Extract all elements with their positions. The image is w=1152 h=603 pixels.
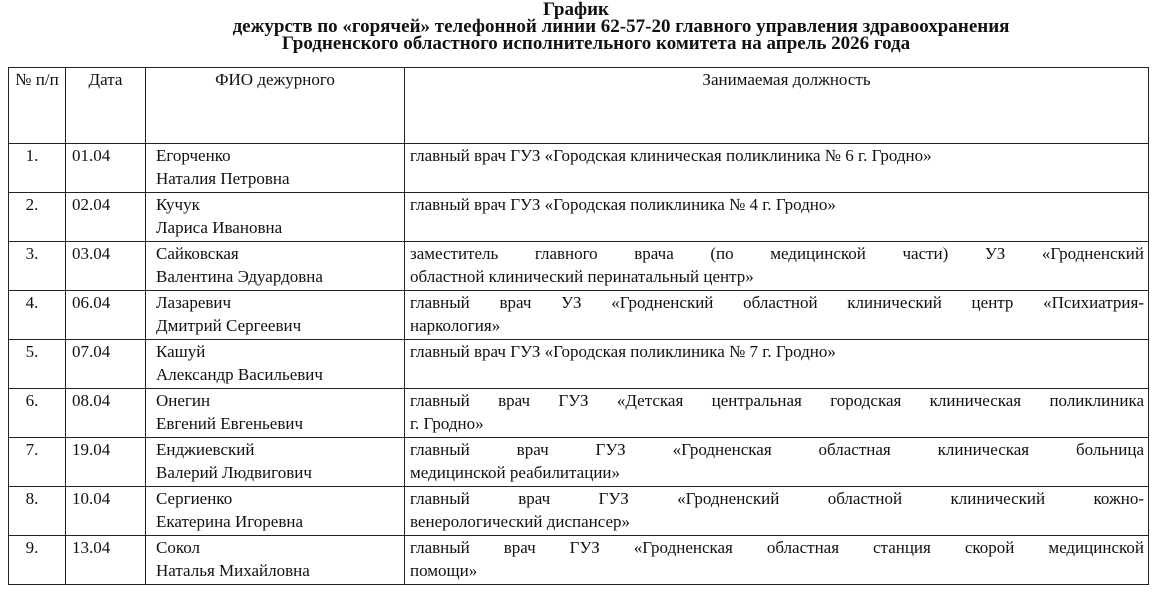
cell-date (66, 487, 146, 536)
cell-num (9, 144, 66, 193)
row-date: 02.04 (72, 195, 111, 214)
cell-date (66, 242, 146, 291)
position-line-2: областной клинический перинатальный центр» (410, 267, 754, 286)
cell-num (9, 487, 66, 536)
cell-name (146, 438, 405, 487)
duty-officer-name (146, 487, 404, 533)
duty-officer-name (146, 242, 404, 288)
cell-name (146, 487, 405, 536)
given-names: Александр Васильевич (156, 365, 323, 384)
position-text (405, 340, 1148, 363)
row-date: 03.04 (72, 244, 111, 263)
row-date: 01.04 (72, 146, 111, 165)
cell-position (405, 536, 1149, 585)
header-position-label: Занимаемая должность (702, 70, 871, 89)
position-line-2: медицинской реабилитации» (410, 463, 621, 482)
cell-name (146, 536, 405, 585)
cell-date (66, 144, 146, 193)
cell-date (66, 389, 146, 438)
cell-date (66, 536, 146, 585)
surname: Онегин (156, 391, 211, 410)
cell-position (405, 389, 1149, 438)
cell-position (405, 487, 1149, 536)
cell-num (9, 340, 66, 389)
position-line-1: главный врач ГУЗ «Городская поликлиника № 7 г. Гродно» (410, 342, 836, 361)
title-line-1: График (543, 0, 609, 20)
cell-num (9, 291, 66, 340)
cell-num (9, 193, 66, 242)
position-line-1: главный врач ГУЗ «Гродненская областная клиническая больница (410, 440, 1144, 459)
title-line-3: Гродненского областного исполнительного комитета на апрель 2026 года (281, 33, 911, 54)
table-row (9, 487, 1149, 536)
table-row (9, 340, 1149, 389)
cell-position (405, 144, 1149, 193)
title-line-2: дежурств по «горячей» телефонной линии 62-57-20 главного управления здравоохранения (232, 16, 1010, 37)
row-number: 2. (25, 195, 39, 214)
position-line-2: наркология» (410, 316, 501, 335)
cell-num (9, 389, 66, 438)
row-number: 6. (25, 391, 39, 410)
cell-date (66, 193, 146, 242)
header-name (146, 68, 405, 144)
position-line-1: главный врач ГУЗ «Городская клиническая поликлиника № 6 г. Гродно» (410, 146, 932, 165)
cell-name (146, 242, 405, 291)
duty-officer-name (146, 193, 404, 239)
cell-position (405, 193, 1149, 242)
cell-position (405, 291, 1149, 340)
position-text (405, 193, 1148, 216)
surname: Сергиенко (156, 489, 233, 508)
duty-officer-name (146, 144, 404, 190)
surname: Кучук (156, 195, 200, 214)
duty-officer-name (146, 536, 404, 582)
table-row (9, 291, 1149, 340)
header-num (9, 68, 66, 144)
given-names: Валентина Эдуардовна (156, 267, 323, 286)
position-line-1: заместитель главного врача (по медицинской части) УЗ «Гродненский (410, 244, 1144, 263)
position-text (405, 389, 1148, 435)
header-date-label: Дата (88, 70, 123, 89)
table-row (9, 144, 1149, 193)
position-text (405, 144, 1148, 167)
row-number: 8. (25, 489, 39, 508)
row-date: 08.04 (72, 391, 111, 410)
given-names: Евгений Евгеньевич (156, 414, 304, 433)
cell-position (405, 438, 1149, 487)
document-title (0, 0, 1152, 52)
schedule-table (8, 67, 1149, 585)
surname: Сокол (156, 538, 200, 557)
position-line-2: г. Гродно» (410, 414, 484, 433)
cell-num (9, 438, 66, 487)
row-date: 07.04 (72, 342, 111, 361)
given-names: Екатерина Игоревна (156, 512, 303, 531)
given-names: Наталия Петровна (156, 169, 290, 188)
surname: Енджиевский (156, 440, 255, 459)
row-date: 13.04 (72, 538, 111, 557)
position-line-1: главный врач ГУЗ «Детская центральная городская клиническая поликлиника (410, 391, 1144, 410)
duty-officer-name (146, 340, 404, 386)
cell-date (66, 340, 146, 389)
row-number: 5. (25, 342, 39, 361)
header-num-label: № п/п (15, 70, 59, 89)
cell-name (146, 389, 405, 438)
header-name-label: ФИО дежурного (215, 70, 335, 89)
duty-officer-name (146, 438, 404, 484)
row-number: 1. (25, 146, 39, 165)
cell-num (9, 242, 66, 291)
position-text (405, 291, 1148, 337)
given-names: Валерий Людвигович (156, 463, 312, 482)
surname: Кашуй (156, 342, 206, 361)
position-line-1: главный врач ГУЗ «Городская поликлиника № 4 г. Гродно» (410, 195, 836, 214)
position-line-1: главный врач ГУЗ «Гродненская областная станция скорой медицинской (410, 538, 1144, 557)
duty-officer-name (146, 389, 404, 435)
table-row (9, 193, 1149, 242)
row-date: 06.04 (72, 293, 111, 312)
position-text (405, 438, 1148, 484)
position-line-2: помощи» (410, 561, 478, 580)
row-number: 3. (25, 244, 39, 263)
cell-name (146, 291, 405, 340)
table-row (9, 389, 1149, 438)
position-text (405, 536, 1148, 582)
position-text (405, 242, 1148, 288)
cell-position (405, 340, 1149, 389)
table-row (9, 242, 1149, 291)
row-number: 9. (25, 538, 39, 557)
given-names: Дмитрий Сергеевич (156, 316, 302, 335)
row-date: 10.04 (72, 489, 111, 508)
row-number: 4. (25, 293, 39, 312)
table-row (9, 536, 1149, 585)
cell-num (9, 536, 66, 585)
cell-date (66, 438, 146, 487)
cell-position (405, 242, 1149, 291)
surname: Лазаревич (156, 293, 232, 312)
row-date: 19.04 (72, 440, 111, 459)
position-line-1: главный врач ГУЗ «Гродненский областной клинический кожно- (410, 489, 1144, 508)
position-line-2: венерологический диспансер» (410, 512, 631, 531)
table-header-row (9, 68, 1149, 144)
surname: Егорченко (156, 146, 231, 165)
position-text (405, 487, 1148, 533)
cell-name (146, 340, 405, 389)
cell-date (66, 291, 146, 340)
given-names: Лариса Ивановна (156, 218, 283, 237)
given-names: Наталья Михайловна (156, 561, 310, 580)
cell-name (146, 144, 405, 193)
header-date (66, 68, 146, 144)
table-row (9, 438, 1149, 487)
position-line-1: главный врач УЗ «Гродненский областной клинический центр «Психиатрия- (410, 293, 1144, 312)
surname: Сайковская (156, 244, 239, 263)
header-position (405, 68, 1149, 144)
duty-officer-name (146, 291, 404, 337)
row-number: 7. (25, 440, 39, 459)
cell-name (146, 193, 405, 242)
